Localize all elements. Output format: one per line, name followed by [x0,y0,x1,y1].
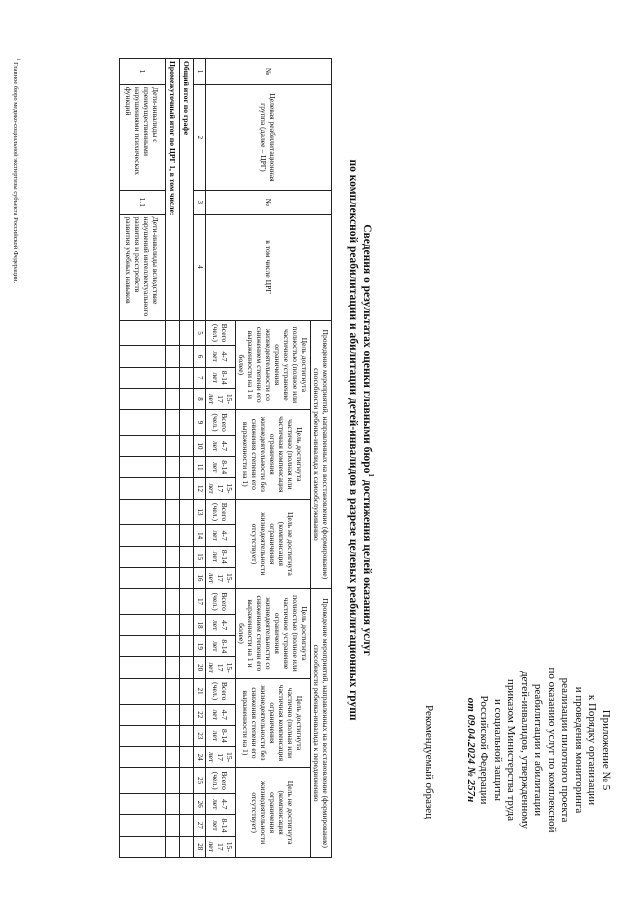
appendix-line: реабилитации и абилитации [532,683,545,817]
header-age: 4-7 лет [206,435,236,456]
col-number: 20 [194,657,206,678]
recommended-sample-label: Рекомендуемый образец [423,705,435,820]
table-cell [166,836,180,857]
results-table [119,58,332,858]
grand-total-row [180,59,194,858]
header-age: 15-17 лет [206,747,236,768]
col-number: 9 [194,410,206,436]
col-number: 1 [194,59,206,85]
col-number: 12 [194,478,206,499]
header-including: в том числе ЦРГ [206,214,332,320]
table-cell [120,678,166,704]
header-no: № [206,59,332,85]
appendix-line: детей-инвалидов, утвержденному [519,670,531,830]
table-cell [166,747,180,768]
table-cell [166,499,180,525]
header-age: 8-14 лет [206,457,236,478]
table-cell [120,525,166,546]
col-number: 18 [194,615,206,636]
col-number: 14 [194,525,206,546]
table-cell [166,435,180,456]
title-line2: по комплексной реабилитации и абилитации детей-инвалидов в разрезе целевых реабилитационных групп [347,159,360,721]
header-row-sections [311,59,332,858]
table-cell [166,388,180,409]
header-section-mobility: Проведение мероприятий, направленных на восстановление (формирование) способности ребенка-инвалида к передвижению [311,589,332,858]
header-age: 8-14 лет [206,546,236,567]
table-cell [166,367,180,388]
header-total: Всего (чел.) [206,410,236,436]
col-number: 8 [194,388,206,409]
header-age: 8-14 лет [206,636,236,657]
header-age: 4-7 лет [206,615,236,636]
header-goal-full: Цель достигнута полностью (полное или частичное устранение ограничения жизнедеятельности со снижением степени его выраженности на 1 и более) [236,589,311,679]
table-cell [180,320,194,346]
header-total: Всего (чел.) [206,320,236,346]
table-cell [166,410,180,436]
table-cell [166,678,180,704]
footnote-mark: 1 [15,58,20,61]
table-cell [180,747,194,768]
table-cell [120,815,166,836]
table-cell [180,525,194,546]
table-cell [180,657,194,678]
appendix-line: Приложение № 5 [600,709,612,791]
header-age: 4-7 лет [206,346,236,367]
col-number: 27 [194,815,206,836]
col-number: 26 [194,794,206,815]
table-cell [180,388,194,409]
col-number: 2 [194,84,206,190]
col-number: 7 [194,367,206,388]
table-cell [120,747,166,768]
table-cell [166,546,180,567]
header-total: Всего (чел.) [206,678,236,704]
header-age: 15-17 лет [206,478,236,499]
table-cell [166,525,180,546]
table-cell [120,367,166,388]
appendix-line: и проведения мониторинга [573,686,585,814]
document-title [346,80,378,800]
table-cell [166,815,180,836]
table-cell [166,567,180,588]
table-cell [166,704,180,725]
table-cell [120,725,166,746]
col-number: 6 [194,346,206,367]
header-age: 15-17 лет [206,388,236,409]
col-number: 16 [194,567,206,588]
table-cell [120,794,166,815]
row-including: Дети-инвалиды вследствие нарушений интеллектуального развития и расстройств развития учебных навыков [120,214,166,320]
appendix-line: приказом Министерства труда [505,678,518,822]
table-cell [180,836,194,857]
table-cell [120,546,166,567]
table-cell [180,725,194,746]
table-cell [120,589,166,615]
table-cell [166,615,180,636]
table-cell [120,499,166,525]
title-footnote-mark: 1 [367,473,375,477]
header-age: 4-7 лет [206,525,236,546]
col-number: 23 [194,725,206,746]
table-cell [120,388,166,409]
col-number: 10 [194,435,206,456]
header-total: Всего (чел.) [206,768,236,794]
title-line1: Сведения о результатах оценки главными бюро [361,224,374,474]
header-total: Всего (чел.) [206,499,236,525]
col-number: 11 [194,457,206,478]
col-number: 28 [194,836,206,857]
title-line1-tail: достижения целей оказания услуг [361,476,374,656]
table-cell [166,589,180,615]
table-cell [120,657,166,678]
row-subnumber: 1.1 [120,190,166,214]
appendix-line: Российской Федерации [478,695,491,805]
header-section-selfcare: Проведение мероприятий, направленных на восстановление (формирование) способности ребенка-инвалида к самообслуживанию [311,320,332,589]
table-cell [166,768,180,794]
table-cell [166,636,180,657]
table-cell [120,615,166,636]
table-row [120,59,166,858]
column-numbers-row [194,59,206,858]
table-cell [120,457,166,478]
header-group: Целевая реабилитационная группа (далее – ЦРГ) [206,84,332,190]
table-cell [120,435,166,456]
table-cell [180,346,194,367]
appendix-date-signature: от 09.04.2024 № 257н [465,697,477,803]
table-cell [180,567,194,588]
col-number: 3 [194,190,206,214]
appendix-line: и социальной защиты [492,698,504,802]
table-cell [120,320,166,346]
table-cell [180,410,194,436]
table-cell [166,794,180,815]
row-number: 1 [120,59,166,85]
footnote [12,58,20,283]
table-cell [180,678,194,704]
col-number: 17 [194,589,206,615]
table-cell [120,836,166,857]
table-cell [180,636,194,657]
header-goal-partial: Цель достигнута частично (полная или частичная компенсация ограничения жизнедеятельности без снижения степени его выраженности на 1) [236,678,311,768]
table-cell [166,725,180,746]
col-number: 21 [194,678,206,704]
table-cell [120,567,166,588]
appendix-line: реализации пилотного проекта [559,677,572,823]
header-age: 8-14 лет [206,815,236,836]
table-cell [166,346,180,367]
table-cell [180,615,194,636]
table-cell [166,657,180,678]
table-cell [180,794,194,815]
table-cell [180,768,194,794]
footnote-text: Главное бюро медико-социальной экспертизы субъекта Российской Федерации. [11,62,19,284]
header-goal-none: Цель не достигнута (компенсация ограничения жизнедеятельности отсутствует) [236,499,311,589]
header-age: 8-14 лет [206,367,236,388]
col-number: 19 [194,636,206,657]
header-age: 4-7 лет [206,794,236,815]
header-no2: № [206,190,332,214]
header-age: 15-17 лет [206,567,236,588]
col-number: 4 [194,214,206,320]
table-cell [180,478,194,499]
table-cell [120,478,166,499]
table-cell [180,815,194,836]
header-goal-none: Цель не достигнута (компенсация ограничения жизнедеятельности отсутствует) [236,768,311,858]
table-cell [180,589,194,615]
subtotal-label: Промежуточный итог по ЦРГ 1, в том числе: [166,59,180,321]
col-number: 13 [194,499,206,525]
table-cell [120,636,166,657]
col-number: 24 [194,747,206,768]
table-cell [180,499,194,525]
table-cell [120,410,166,436]
header-goal-partial: Цель достигнута частично (полная или частичная компенсация ограничения жизнедеятельности без снижения степени его выраженности на 1) [236,410,311,500]
col-number: 15 [194,546,206,567]
col-number: 25 [194,768,206,794]
appendix-line: к Порядку организации [586,694,599,806]
table-cell [180,546,194,567]
header-goal-full: Цель достигнута полностью (полное или частичное устранение ограничения жизнедеятельности со снижением степени его выраженности на 1 и более) [236,320,311,410]
header-age: 15-17 лет [206,657,236,678]
table-cell [120,768,166,794]
table-cell [166,457,180,478]
table-cell [180,704,194,725]
header-total: Всего (чел.) [206,589,236,615]
table-cell [120,704,166,725]
table-cell [180,457,194,478]
table-cell [120,346,166,367]
table-cell [180,435,194,456]
table-cell [166,478,180,499]
header-age: 15-17 лет [206,836,236,857]
col-number: 5 [194,320,206,346]
table-cell [166,320,180,346]
appendix-header [464,630,613,870]
header-age: 4-7 лет [206,704,236,725]
subtotal-row [166,59,180,858]
grand-total-label: Общий итог по графе [180,59,194,321]
header-age: 8-14 лет [206,725,236,746]
appendix-line: по оказанию услуг по комплексной [546,667,558,833]
row-group: Дети-инвалиды с преимущественными нарушениями психических функций [120,84,166,190]
col-number: 22 [194,704,206,725]
table-cell [180,367,194,388]
